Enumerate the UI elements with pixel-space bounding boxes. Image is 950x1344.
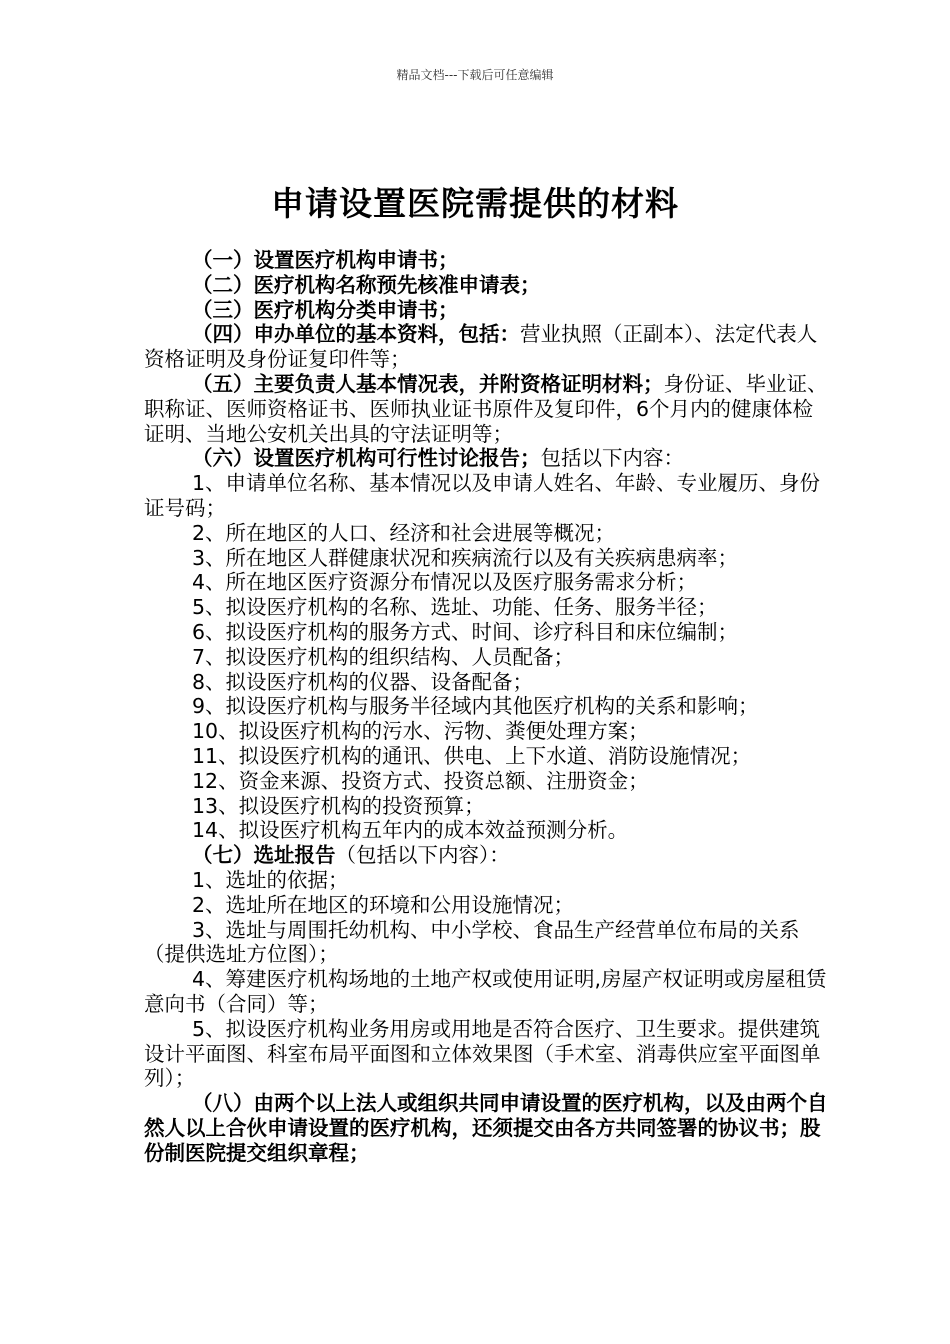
list-item: 3、选址与周围托幼机构、中小学校、食品生产经营单位布局的关系（提供选址方位图）； — [144, 917, 800, 967]
item-8: （八）由两个以上法人或组织共同申请设置的医疗机构，以及由两个自然人以上合伙申请设置的医疗机构，还须提交由各方共同签署的协议书；股份制医院提交组织章程； — [144, 1091, 828, 1165]
list-item: 5、拟设医疗机构业务用房或用地是否符合医疗、卫生要求。提供建筑设计平面图、科室布局平面图和立体效果图（手术室、消毒供应室平面图单列）； — [144, 1016, 821, 1091]
list-item: 4、所在地区医疗资源分布情况以及医疗服务需求分析； — [192, 570, 698, 595]
item-5-heading: （五）主要负责人基本情况表，并附资格证明材料； — [192, 371, 664, 396]
list-item: 3、所在地区人群健康状况和疾病流行以及有关疾病患病率； — [192, 545, 739, 570]
document-body — [144, 248, 828, 1165]
item-4-heading: （四）申办单位的基本资料，包括： — [192, 322, 520, 347]
page-header: 精品文档---下载后可任意编辑 — [396, 68, 554, 82]
item-7 — [144, 843, 828, 868]
list-item: 10、拟设医疗机构的污水、污物、粪便处理方案； — [192, 719, 649, 744]
list-item: 8、拟设医疗机构的仪器、设备配备； — [192, 669, 534, 694]
item-3: （三）医疗机构分类申请书； — [192, 297, 459, 322]
list-item: 13、拟设医疗机构的投资预算； — [192, 793, 485, 818]
document-title: 申请设置医院需提供的材料 — [271, 184, 679, 223]
list-item: 4、筹建医疗机构场地的土地产权或使用证明,房屋产权证明或房屋租赁意向书（合同）等； — [144, 967, 827, 1016]
list-item: 2、选址所在地区的环境和公用设施情况； — [192, 892, 575, 917]
item-7-heading: （七）选址报告 — [192, 843, 336, 868]
item-6-text: 包括以下内容： — [540, 446, 684, 471]
list-item: 14、拟设医疗机构五年内的成本效益预测分析。 — [192, 818, 629, 843]
item-5-text: 身份证、毕业证、职称证、医师资格证书、医师执业证书原件及复印件，6个月内的健康体检证明、当地公安机关出具的守法证明等； — [144, 371, 828, 446]
list-item: 9、拟设医疗机构与服务半径域内其他医疗机构的关系和影响； — [192, 694, 759, 719]
item-1: （一）设置医疗机构申请书； — [192, 248, 459, 272]
item-6-heading: （六）设置医疗机构可行性讨论报告； — [192, 446, 541, 471]
list-item: 11、拟设医疗机构的通讯、供电、上下水道、消防设施情况； — [192, 743, 752, 768]
item-6 — [144, 446, 828, 471]
item-5 — [144, 372, 828, 446]
item-4 — [144, 322, 828, 372]
item-2: （二）医疗机构名称预先核准申请表； — [192, 272, 541, 297]
item-7-text: （包括以下内容）： — [335, 843, 510, 868]
list-item: 2、所在地区的人口、经济和社会进展等概况； — [192, 520, 616, 545]
list-item: 5、拟设医疗机构的名称、选址、功能、任务、服务半径； — [192, 595, 718, 620]
list-item: 6、拟设医疗机构的服务方式、时间、诊疗科目和床位编制； — [192, 619, 739, 644]
list-item: 1、选址的依据； — [192, 867, 349, 892]
list-item: 1、申请单位名称、基本情况以及申请人姓名、年龄、专业履历、身份证号码； — [144, 471, 821, 520]
item-4-text: 营业执照（正副本）、法定代表人资格证明及身份证复印件等； — [144, 322, 818, 372]
list-item: 7、拟设医疗机构的组织结构、人员配备； — [192, 644, 575, 669]
list-item: 12、资金来源、投资方式、投资总额、注册资金； — [192, 768, 649, 793]
